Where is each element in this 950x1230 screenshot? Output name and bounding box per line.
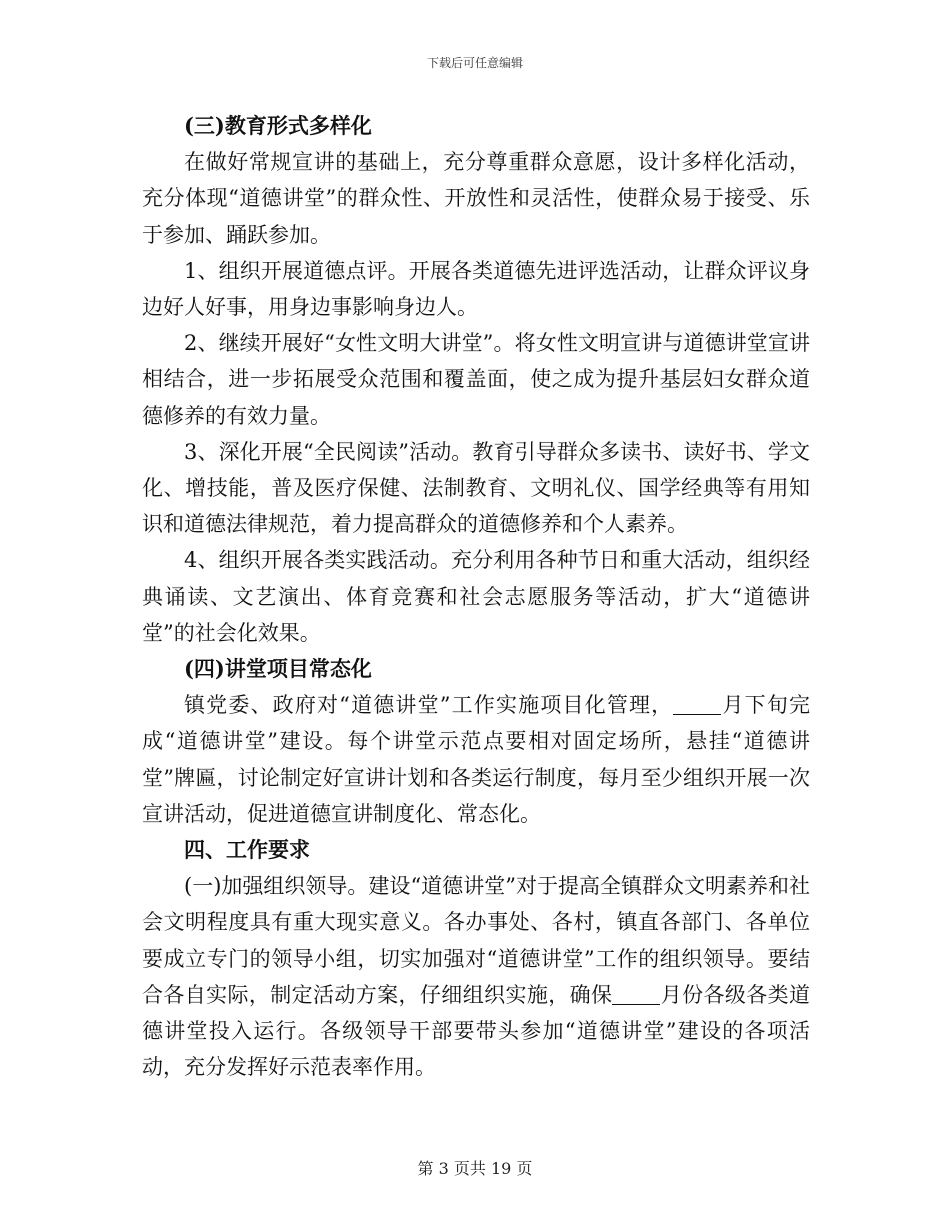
paragraph-practice-activities: 4、组织开展各类实践活动。充分利用各种节日和重大活动，组织经典诵读、文艺演出、体育竞赛和社会志愿服务等活动，扩大“道德讲堂”的社会化效果。: [142, 548, 810, 645]
paragraph-moral-review: 1、组织开展道德点评。开展各类道德先进评选活动，让群众评议身边好人好事，用身边事影响身边人。: [142, 258, 810, 320]
paragraph-national-reading: 3、深化开展“全民阅读”活动。教育引导群众多读书、读好书、学文化、增技能，普及医疗保健、法制教育、文明礼仪、国学经典等有用知识和道德法律规范，着力提高群众的道德修养和个人素养。: [142, 439, 810, 537]
page-footer: 第 3 页共 19 页: [417, 1159, 533, 1178]
section-heading-education-forms: (三)教育形式多样化: [184, 113, 372, 138]
paragraph-project-management: [142, 687, 810, 832]
paragraph-text-part: 月下旬完成“道德讲堂”建设。每个讲堂示范点要相对固定场所，悬挂“道德讲堂”牌匾，讨论制定好宣讲计划和各类运行制度，每月至少组织开展一次宣讲活动，促进道德宣讲制度化、常态化。: [142, 693, 810, 826]
paragraph-text-part: (一)加强组织领导。建设“道德讲堂”对于提高全镇群众文明素养和社会文明程度具有重大现实意义。各办事处、各村，镇直各部门、各单位要成立专门的领导小组，切实加强对“道德讲堂”工作的组织领导。要结合各自实际，制定活动方案，仔细组织实施，确保: [142, 874, 810, 1007]
paragraph-diverse-activities: 在做好常规宣讲的基础上，充分尊重群众意愿，设计多样化活动，充分体现“道德讲堂”的群众性、开放性和灵活性，使群众易于接受、乐于参加、踊跃参加。: [142, 150, 810, 247]
document-body: [142, 108, 810, 1085]
paragraph-women-lecture: 2、继续开展好“女性文明大讲堂”。将女性文明宣讲与道德讲堂宣讲相结合，进一步拓展受众范围和覆盖面，使之成为提升基层妇女群众道德修养的有效力量。: [142, 331, 810, 428]
paragraph-text-part: 镇党委、政府对“道德讲堂”工作实施项目化管理，: [184, 693, 674, 718]
fill-in-blank: [673, 693, 721, 715]
paragraph-organization-leadership: [142, 868, 810, 1085]
fill-in-blank: [612, 983, 660, 1005]
section-heading-regularization: (四)讲堂项目常态化: [184, 656, 372, 682]
page-header: 下载后可任意编辑: [426, 56, 523, 70]
section-heading-work-requirements: 四、工作要求: [184, 837, 310, 863]
paragraph-text-part: 月份各级各类道德讲堂投入运行。各级领导干部要带头参加“道德讲堂”建设的各项活动，充分发挥好示范表率作用。: [142, 982, 810, 1080]
